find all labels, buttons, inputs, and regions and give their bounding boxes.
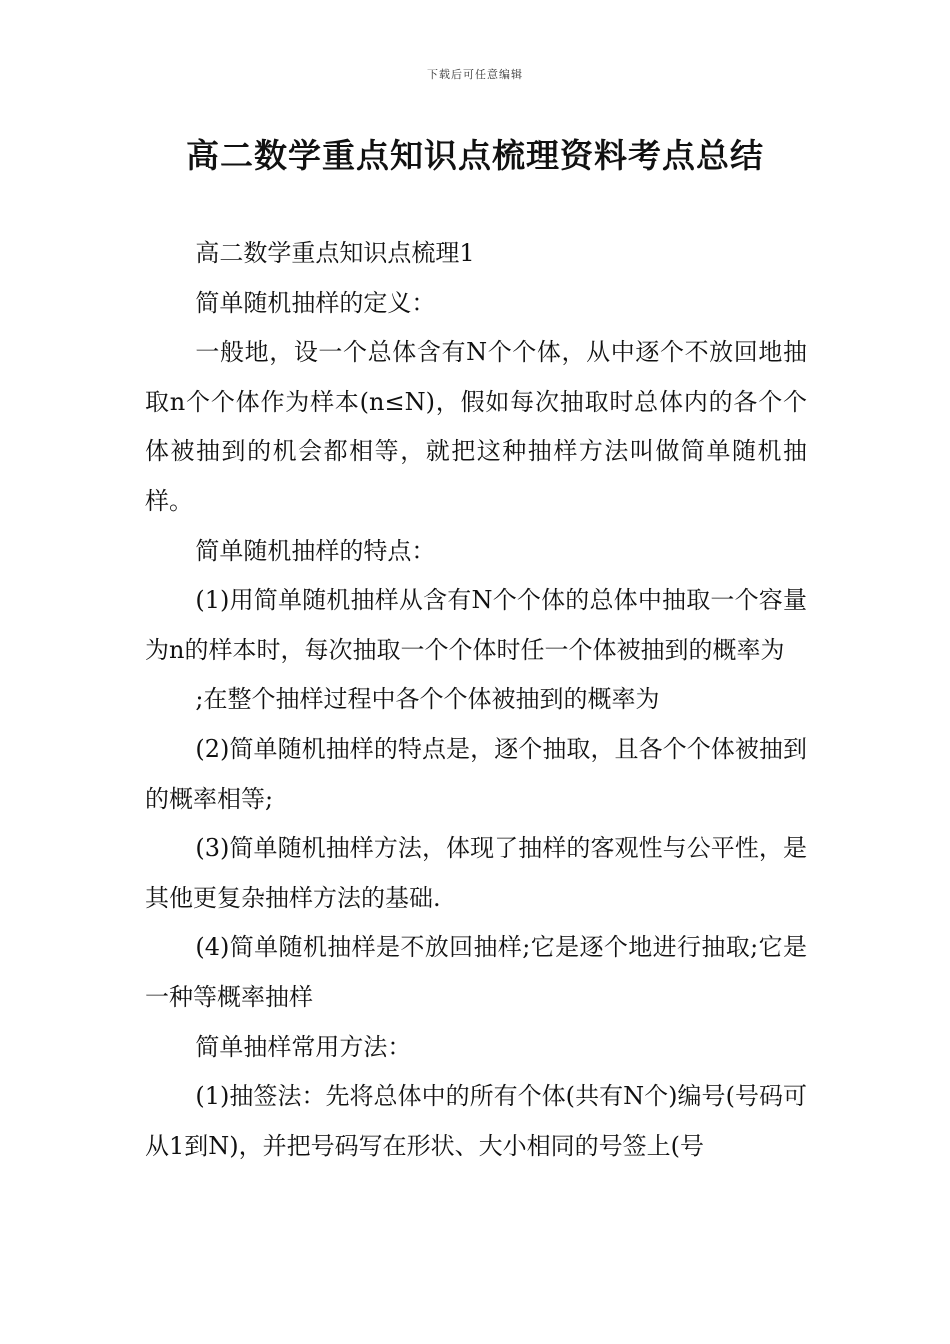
document-title: 高二数学重点知识点梳理资料考点总结 (186, 136, 764, 175)
paragraph: (1)用简单随机抽样从含有N个个体的总体中抽取一个容量为n的样本时，每次抽取一个个体时任一个体被抽到的概率为 (145, 586, 807, 664)
paragraph: (2)简单随机抽样的特点是，逐个抽取，且各个个体被抽到的概率相等; (145, 734, 807, 813)
paragraph: (4)简单随机抽样是不放回抽样;它是逐个地进行抽取;它是一种等概率抽样 (145, 933, 807, 1011)
header-note: 下载后可任意编辑 (427, 68, 523, 81)
section-heading: 高二数学重点知识点梳理1 (195, 239, 475, 267)
document-body (145, 229, 807, 1171)
paragraph: 一般地，设一个总体含有N个个体，从中逐个不放回地抽取n个个体作为样本(n≤N)，假如每次抽取时总体内的各个个体被抽到的机会都相等，就把这种抽样方法叫做简单随机抽样。 (145, 338, 807, 515)
paragraph: (1)抽签法：先将总体中的所有个体(共有N个)编号(号码可从1到N)，并把号码写在形状、大小相同的号签上(号 (145, 1082, 807, 1160)
paragraph: 简单随机抽样的定义： (195, 288, 436, 317)
paragraph: 简单随机抽样的特点： (195, 536, 436, 565)
paragraph: (3)简单随机抽样方法，体现了抽样的客观性与公平性，是其他更复杂抽样方法的基础. (145, 834, 807, 912)
paragraph: 简单抽样常用方法： (195, 1032, 412, 1061)
paragraph: ;在整个抽样过程中各个个体被抽到的概率为 (195, 685, 660, 714)
